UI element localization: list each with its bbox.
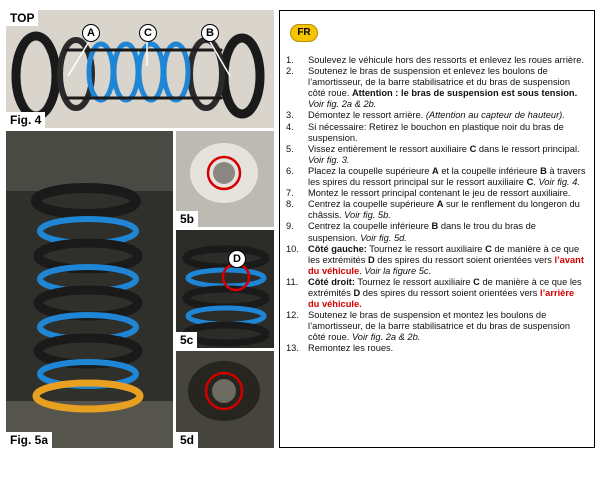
step-text: Côté droit:: [308, 276, 355, 287]
step-number: 5.: [286, 143, 294, 154]
step-text: .: [533, 177, 539, 188]
instruction-step: [286, 310, 588, 343]
step-number: 6.: [286, 165, 294, 176]
language-badge-fr: FR: [290, 24, 318, 42]
step-text: D: [367, 254, 375, 265]
instruction-step: [286, 199, 588, 221]
step-number: 12.: [286, 310, 299, 321]
instruction-step: [286, 166, 588, 188]
step-text: Voir fig. 3.: [308, 154, 350, 165]
step-text: Voir fig. 4.: [538, 177, 580, 188]
step-number: 10.: [286, 243, 299, 254]
callout-a: A: [82, 24, 100, 42]
instruction-step: [286, 188, 588, 199]
instruction-step: [286, 221, 588, 243]
step-text: Voir fig. 2a & 2b.: [351, 332, 421, 343]
step-text: Vissez entièrement le ressort auxiliaire: [308, 143, 470, 154]
step-text: l’arrière du véhicule.: [308, 287, 575, 310]
step-text: sur le renflement du longeron du châssis.: [308, 199, 580, 221]
step-text: Voir fig. 5d.: [360, 232, 407, 243]
fig5d-photo: [176, 351, 274, 448]
step-text: et la coupelle inférieure: [438, 165, 541, 176]
step-text: à travers les spires du ressort principal sur le ressort auxiliaire: [308, 165, 586, 188]
fig5b-photo: [176, 131, 274, 227]
step-text: C: [485, 243, 492, 254]
instruction-step: [286, 244, 588, 277]
step-text: Tournez le ressort auxiliaire: [366, 243, 486, 254]
step-text: A: [432, 165, 439, 176]
fig5a-photo: [6, 131, 173, 448]
instruction-step: [286, 55, 588, 66]
step-text: Tournez le ressort auxiliaire: [355, 276, 474, 287]
step-text: Voir fig. 2a & 2b.: [308, 99, 377, 110]
step-text: Soulevez le véhicule hors des ressorts et enlevez les roues arrière.: [308, 55, 584, 65]
step-text: C: [469, 143, 477, 154]
step-text: A: [436, 199, 444, 210]
fig5b-label: 5b: [176, 211, 198, 227]
step-text: .: [359, 265, 365, 276]
step-number: 7.: [286, 188, 294, 199]
step-text: l’avant du véhicule: [308, 254, 584, 276]
fig4-photo: [6, 10, 274, 128]
step-text: B: [540, 165, 547, 176]
step-text: Attention : le bras de suspension est sous tension.: [351, 88, 578, 99]
step-text: Voir fig. 5b.: [344, 210, 391, 221]
step-text: Démontez le ressort arrière.: [308, 110, 426, 121]
step-text: Remontez les roues.: [308, 343, 394, 354]
step-text: de manière à ce que les extrémités: [308, 243, 580, 265]
instruction-step: [286, 277, 588, 310]
step-number: 8.: [286, 199, 294, 210]
instruction-step: [286, 343, 588, 354]
callout-d: D: [228, 250, 246, 268]
step-text: C: [473, 276, 480, 287]
step-number: 9.: [286, 221, 294, 232]
figure-photos: [6, 10, 274, 448]
fig5d-label: 5d: [176, 432, 198, 448]
step-text: Soutenez le bras de suspension et montez les boulons de l’amortisseur, de la barre stabilisatrice et du bras de suspension côté roue.: [308, 310, 570, 343]
step-text: des spires du ressort soient orientées vers: [360, 287, 541, 298]
step-text: Côté gauche:: [308, 243, 367, 254]
step-text: Centrez la coupelle supérieure: [308, 199, 437, 210]
callout-c: C: [139, 24, 157, 42]
step-text: dans le ressort principal.: [476, 143, 580, 154]
step-text: de manière à ce que les extrémités: [308, 276, 582, 298]
top-tag: TOP: [6, 10, 38, 26]
callout-b: B: [201, 24, 219, 42]
step-text: Centrez la coupelle inférieure: [308, 221, 432, 232]
instruction-step: [286, 144, 588, 166]
step-text: des spires du ressort soient orientées vers: [374, 254, 555, 265]
instructions-panel: [279, 10, 595, 448]
fig5a-label: Fig. 5a: [6, 432, 52, 448]
step-text: Soutenez le bras de suspension et enlevez les boulons de l’amortisseur, de la barre stabilisatrice et du bras de suspension côté roue.: [308, 66, 570, 99]
step-text: (Attention au capteur de hauteur).: [425, 110, 565, 121]
fig5c-spring-image: [176, 230, 274, 348]
step-text: Voir la figure 5c.: [364, 265, 432, 276]
step-text: B: [431, 221, 439, 232]
fig5c-photo: [176, 230, 274, 348]
step-number: 1.: [286, 55, 294, 65]
instruction-steps: [286, 55, 588, 355]
step-number: 4.: [286, 121, 294, 132]
step-text: D: [353, 287, 361, 298]
step-number: 3.: [286, 110, 294, 121]
fig5a-spring-image: [6, 131, 173, 448]
step-text: Montez le ressort principal contenant le jeu de ressort auxiliaire.: [308, 188, 571, 199]
fig4-label: Fig. 4: [6, 112, 45, 128]
step-text: C: [526, 177, 534, 188]
step-text: dans le trou du bras de suspension.: [308, 221, 536, 243]
fig5c-label: 5c: [176, 332, 197, 348]
instruction-step: [286, 122, 588, 144]
step-text: Si nécessaire: Retirez le bouchon en plastique noir du bras de suspension.: [308, 121, 564, 143]
instruction-step: [286, 110, 588, 121]
step-number: 11.: [286, 276, 299, 287]
step-text: Placez la coupelle supérieure: [308, 165, 433, 176]
instruction-step: [286, 66, 588, 110]
step-number: 13.: [286, 343, 299, 354]
step-number: 2.: [286, 66, 294, 77]
